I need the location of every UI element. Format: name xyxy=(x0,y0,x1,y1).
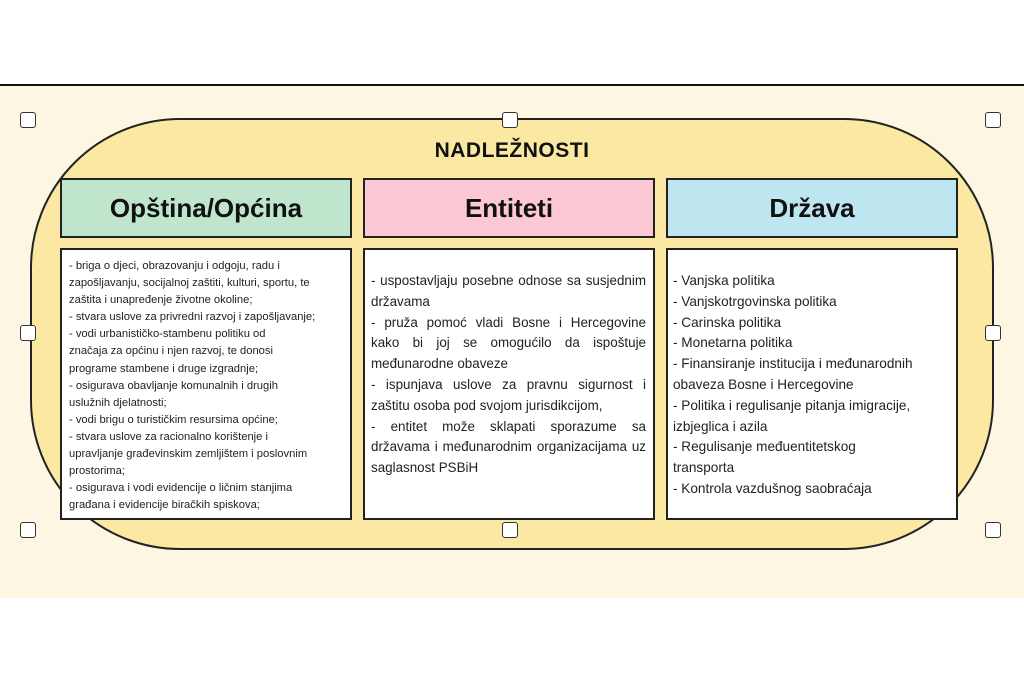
opstina-text-box xyxy=(60,248,352,520)
resize-handle-bottom-right[interactable] xyxy=(985,522,1001,538)
opstina-line: - vodi urbanističko-stambenu politiku od xyxy=(69,328,266,341)
drzava-line: - Kontrola vazdušnog saobraćaja xyxy=(673,480,872,496)
header-drzava: Država xyxy=(666,178,958,238)
entiteti-paragraph: - entitet može sklapati sporazume sa državama i međunarodnim organizacijama uz saglasnost PSBiH xyxy=(371,418,646,476)
diagram-title: NADLEŽNOSTI xyxy=(434,139,590,162)
resize-handle-top-center[interactable] xyxy=(502,112,518,128)
drzava-line: obaveza Bosne i Hercegovine xyxy=(673,376,854,392)
opstina-line: - vodi brigu o turističkim resursima općine; xyxy=(69,413,278,426)
resize-handle-top-right[interactable] xyxy=(985,112,1001,128)
opstina-line: - osigurava obavljanje komunalnih i drugih xyxy=(69,379,278,392)
opstina-line: uslužnih djelatnosti; xyxy=(69,396,167,409)
opstina-line: prostorima; xyxy=(69,465,125,478)
resize-handle-bottom-left[interactable] xyxy=(20,522,36,538)
resize-handle-middle-right[interactable] xyxy=(985,325,1001,341)
drzava-line: - Finansiranje institucija i međunarodnih xyxy=(673,356,913,372)
opstina-line: - stvara uslove za racionalno korištenje i xyxy=(69,430,268,443)
opstina-line: značaja za općinu i njen razvoj, te donosi xyxy=(69,345,273,358)
entiteti-paragraph: - pruža pomoć vladi Bosne i Hercegovine kako bi joj se omogućilo da ispoštuje međunarodne obaveze xyxy=(371,314,646,372)
resize-handle-bottom-center[interactable] xyxy=(502,522,518,538)
drzava-text-box xyxy=(666,248,958,520)
resize-handle-top-left[interactable] xyxy=(20,112,36,128)
header-opstina: Opština/Općina xyxy=(60,178,352,238)
drzava-line: - Carinska politika xyxy=(673,314,782,330)
entiteti-text-box xyxy=(363,248,655,520)
opstina-line: upravljanje građevinskim zemljištem i poslovnim xyxy=(69,448,308,461)
drzava-line: izbjeglica i azila xyxy=(673,418,768,434)
entiteti-paragraph: - ispunjava uslove za pravnu sigurnost i zaštitu osoba pod svojom jurisdikcijom, xyxy=(371,376,646,413)
header-entiteti: Entiteti xyxy=(363,178,655,238)
drzava-line: - Regulisanje međuentitetskog xyxy=(673,439,856,455)
opstina-line: - stvara uslove za privredni razvoj i zapošljavanje; xyxy=(69,311,316,324)
opstina-line: - osigurava i vodi evidencije o ličnim stanjima xyxy=(69,482,293,495)
resize-handle-middle-left[interactable] xyxy=(20,325,36,341)
opstina-line: programe stambene i druge izgradnje; xyxy=(69,362,259,375)
drzava-line: - Politika i regulisanje pitanja imigracije, xyxy=(673,397,911,413)
opstina-line: zaštita i unapređenje životne okoline; xyxy=(69,294,253,307)
opstina-line: - briga o djeci, obrazovanju i odgoju, radu i xyxy=(69,260,280,272)
drzava-line: transporta xyxy=(673,460,735,476)
opstina-line: zapošljavanju, socijalnoj zaštiti, kulturi, sportu, te xyxy=(69,277,310,290)
drzava-line: - Vanjskotrgovinska politika xyxy=(673,293,837,309)
drzava-line: - Vanjska politika xyxy=(673,273,775,288)
entiteti-paragraph: - uspostavljaju posebne odnose sa susjednim državama xyxy=(371,273,646,309)
drzava-line: - Monetarna politika xyxy=(673,335,793,351)
opstina-line: građana i evidencije biračkih spiskova; xyxy=(69,499,260,512)
